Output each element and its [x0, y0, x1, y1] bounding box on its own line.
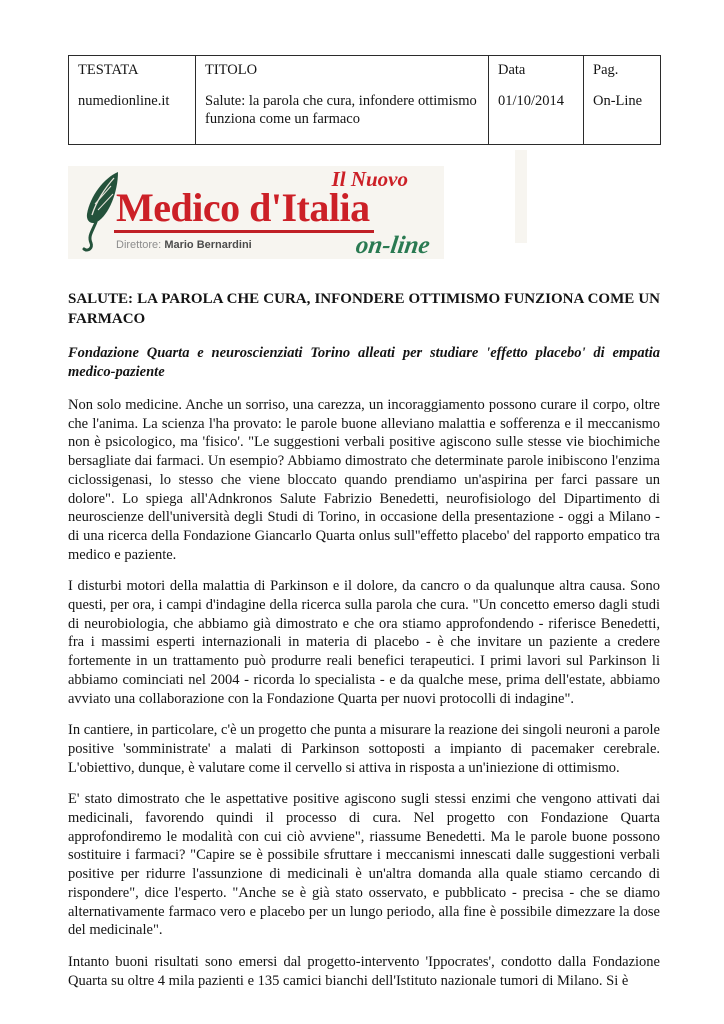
- director-label: Direttore:: [116, 239, 162, 251]
- column-header-titolo: TITOLO: [205, 62, 258, 78]
- logo-director-line: [116, 239, 252, 251]
- article-headline: SALUTE: LA PAROLA CHE CURA, INFONDERE OTTIMISMO FUNZIONA COME UN FARMACO: [68, 291, 660, 327]
- article-paragraph: Non solo medicine. Anche un sorriso, una carezza, un incoraggiamento possono curare il corpo, oltre che l'anima. La scienza l'ha provato: le parole buone alleviano malattia e sofferenza e il meccanismo non è psicologico, ma 'fisico'. "Le suggestioni verbali positive agiscono sulle stesse vie biochimiche bersagliate dai farmaci. Un esempio? Abbiamo dimostrato che determinate parole inibiscono l'enzima ciclossigenasi, lo stesso che viene bloccato quando prendiamo un'aspirina per farci passare un dolore". Lo spiega all'Adnkronos Salute Fabrizio Benedetti, neurofisiologo del Dipartimento di neuroscienze dell'università degli Studi di Torino, in occasione della presentazione - oggi a Milano - di una ricerca della Fondazione Giancarlo Quarta onlus sull''effetto placebo' del rapporto empatico tra medico e paziente.: [68, 397, 660, 563]
- cell-data: [489, 56, 584, 145]
- cell-pag: [584, 56, 661, 145]
- director-name: Mario Bernardini: [164, 239, 252, 251]
- cell-titolo: [196, 56, 489, 145]
- article-subhead: Fondazione Quarta e neuroscienziati Torino alleati per studiare 'effetto placebo' di empatia medico-paziente: [68, 345, 660, 380]
- article-paragraph: Intanto buoni risultati sono emersi dal progetto-intervento 'Ippocrates', condotto dalla Fondazione Quarta su oltre 4 mila pazienti e 135 camici bianchi dell'Istituto nazionale tumori di Milano. Si è: [68, 953, 660, 989]
- logo-il-nuovo-text: Il Nuovo: [331, 167, 408, 191]
- column-header-data: Data: [498, 62, 526, 78]
- article-paragraph: In cantiere, in particolare, c'è un progetto che punta a misurare la reazione dei singoli neuroni a parole positive 'somministrate' a malati di Parkinson sottoposti a impianto di pacemaker cerebrale. L'obiettivo, dunque, è valutare come il cervello si attiva in risposta a un'iniezione di ottimismo.: [68, 722, 660, 776]
- logo-online-text: on-line: [354, 232, 432, 259]
- article-paragraph: I disturbi motori della malattia di Parkinson e il dolore, da cancro o da qualunque altra causa. Sono questi, per ora, i campi d'indagine della ricerca sulla parola che cura. "Un concetto emerso dagli studi di neurobiologia, che abbiamo già dimostrato e che ora stiamo approfondendo - riferisce Benedetti, fra i massimi esperti internazionali in materia di placebo - è che invitare un paziente a credere fortemente in un trattamento può produrre reali benefici terapeutici. I primi lavori sul Parkinson li abbiamo cominciati nel 2004 - ricorda lo specialista - e da qualche mese, prima dell'estate, abbiamo avviato una collaborazione con la Fondazione Quarta per nuovi protocolli di indagine".: [68, 578, 660, 707]
- column-header-testata: TESTATA: [78, 62, 139, 78]
- article-paragraph: E' stato dimostrato che le aspettative positive agiscono sugli stessi enzimi che vengono attivati dai medicinali, favorendo quindi il processo di cura. Nel progetto con Fondazione Quarta approfondiremo le modalità con cui ciò avviene", riassume Benedetti. Ma le parole buone possono sostituire i farmaci? "Capire se è possibile sfruttare i meccanismi innescati dalle suggestioni verbali positive per ridurre l'assunzione di medicinali è un'altra domanda alla quale stiamo cercando di rispondere", dice l'esperto. "Anche se è già stato osservato, e pubblicato - precisa - che se diamo alternativamente farmaco vero e placebo per un lungo periodo, alla fine è possibile dimezzare la dose del medicinale".: [68, 791, 660, 939]
- testata-value: numedionline.it: [78, 93, 170, 109]
- logo-edge-strip: [515, 150, 527, 243]
- article-body: [68, 290, 660, 990]
- logo-title-text: Medico d'Italia: [114, 187, 374, 233]
- cell-testata: [69, 56, 196, 145]
- pag-value: On-Line: [593, 93, 643, 109]
- column-header-pag: Pag.: [593, 62, 619, 78]
- titolo-value: Salute: la parola che cura, infondere ottimismo funziona come un farmaco: [205, 93, 477, 127]
- medico-italia-logo: [68, 166, 444, 259]
- table-row: [69, 56, 661, 145]
- clipping-meta-table: [68, 55, 661, 145]
- data-value: 01/10/2014: [498, 93, 565, 109]
